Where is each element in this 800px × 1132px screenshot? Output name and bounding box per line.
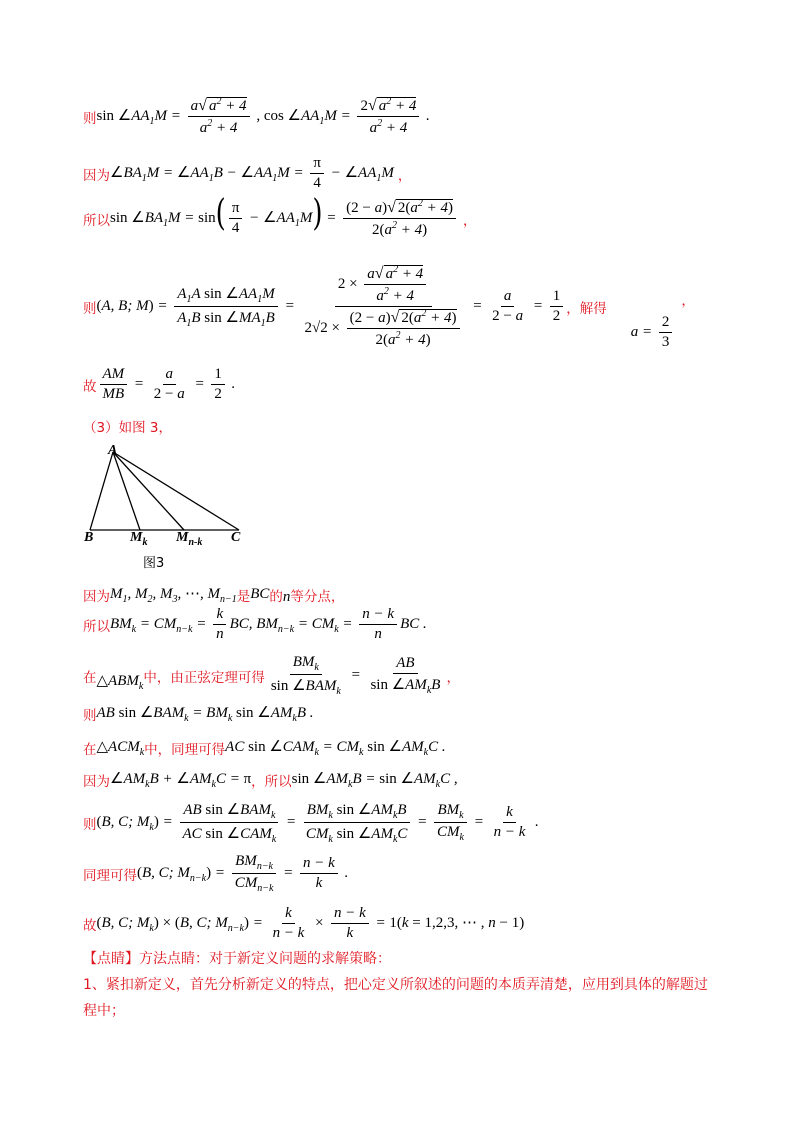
text-prefix: 则 xyxy=(83,816,97,833)
text-prefix: 所以 xyxy=(83,618,110,635)
part-3-heading xyxy=(83,416,172,436)
math-expression: $\angle BA_1M$ = $\angle AA_1B$ − $\angle AA_1M$ = $\frac{\pi}{4}$ − $\angle AA_1M$ xyxy=(110,155,394,191)
math-expression: $BM_k = CM_{n-k}$ = $\frac{k}{n}$ BC, $BM_{n-k} = CM_k$ = $\frac{n - k}{n}$ BC . xyxy=(110,606,427,642)
text-prefix: 则 xyxy=(83,300,97,317)
equation-line-13 xyxy=(83,853,348,894)
math-expression: $\sin \angle AA_1M$ = $\frac{a√ a^2 + 4}{a^2 + 4}$ , $\cos \angle AA_1M$ = $\frac{2√ a^2 + 4}{a^2 + 4}$ . xyxy=(96,96,430,136)
equation-line-1 xyxy=(83,96,430,137)
equation-line-10 xyxy=(83,737,446,758)
part-3-label: （3）如图 3， xyxy=(83,420,172,436)
text-mid: 的 xyxy=(269,588,283,605)
math-expression: (B, C; $M_k) \times (B$, C; $M_{n-k}$) = $\frac{k}{n - k}$ × $\frac{n - k}{k}$ = 1(k = 1,2,3, ⋯ , n − 1) xyxy=(96,905,525,941)
text-suffix: 等分点， xyxy=(290,588,345,605)
math-expression: AB $\sin \angle BAM_k = BM_k$ $\sin \angle AM_kB$ . xyxy=(96,705,314,724)
equation-line-2: 因为 $\angle BA_1M$ = $\angle AA_1B$ − $\angle AA_1M$ = $\frac{\pi}{4}$ − $\angle AA_1M$ ， xyxy=(83,155,412,191)
equation-line-8: 在 $\triangle ABM_k$ 中，由正弦定理可得 $\frac{BM_k}{\sin \angle BAM_k}$ = $\frac{AB}{\sin \angle AM_kB}$ ， xyxy=(83,654,460,697)
math-expression: $\angle AM_kB$ + $\angle AM_kC = \pi$ xyxy=(110,771,252,790)
text-mid: 是 xyxy=(236,588,251,605)
point-label-mk: $M_k$ xyxy=(130,530,148,548)
tip-line-2 xyxy=(83,1000,125,1020)
point-label-mnk: $M_{n-k}$ xyxy=(176,530,203,548)
math-expression: (B, C; $M_k$) = $\frac{AB \sin \angle BAM_k}{AC \sin \angle CAM_k}$ = $\frac{BM_k \sin \angle AM_kB}{CM_k \sin \angle AM_kC}$ = $\frac{BM_k}{CM_k}$ = $\frac{k}{n - k}$ . xyxy=(96,802,539,845)
vertex-label-c: C xyxy=(231,530,241,545)
math-expression: AC $\sin \angle CAM_k = CM_k$ $\sin \angle AM_kC$ . xyxy=(225,739,446,758)
math-expression: (B, C; $M_{n-k}$) = $\frac{BM_{n-k}}{CM_{n-k}}$ = $\frac{n - k}{k}$ . xyxy=(137,853,349,894)
text-prefix: 则 xyxy=(83,110,97,127)
equation-line-9 xyxy=(83,703,314,724)
text-prefix: 因为 xyxy=(83,773,110,790)
text-solve: ，解得 xyxy=(566,300,607,317)
figure-caption: 图3 xyxy=(143,556,165,571)
equation-line-4: 则 (A, B; M) = $\frac{A_1A \sin \angle AA_1M}{A_1B \sin \angle MA_1B}$ = 2 × $\frac{a√ a^2 + 4}{a^2 + 4}$ 2√2 × $\frac{(2 - a)√ 2(a^2 + 4)}{2(a^2 + 4)}$ = $\frac{a}{2 - a}$ = $\frac{1}{2}$ ，解得 a = $\frac{2}{3}$ ， xyxy=(83,264,695,350)
equation-line-12 xyxy=(83,800,539,845)
math-expression: $\sin \angle AM_kB = \sin$ $\angle AM_kC$ , xyxy=(291,771,458,790)
math-expression: $M_1$, $M_2$, $M_3$, ⋯, $M_{n-1}$ xyxy=(110,586,237,605)
text-mid: ，所以 xyxy=(251,773,292,790)
math-expression: $\frac{AM}{MB}$ = $\frac{a}{2 - a}$ = $\frac{1}{2}$ . xyxy=(97,366,236,403)
text-prefix: 则 xyxy=(83,707,97,724)
text-mid: 中，由正弦定理可得 xyxy=(143,669,265,686)
math-expression: $\triangle ACM_k$ xyxy=(96,739,145,758)
tip-line-2-text: 程中； xyxy=(83,1003,125,1019)
math-expression: $\frac{BM_k}{\sin \angle BAM_k}$ = $\frac{AB}{\sin \angle AM_kB}$ xyxy=(270,654,441,697)
text-prefix: 故 xyxy=(83,917,97,934)
math-expression: BC xyxy=(250,586,270,602)
vertex-label-a: A xyxy=(108,443,118,458)
math-expression: (A, B; M) = $\frac{A_1A \sin \angle AA_1M}{A_1B \sin \angle MA_1B}$ = 2 × $\frac{a√ a^2 + 4}{a^2 + 4}$ 2√2 × $\frac{(2 - a)√ 2(a^2 + 4)}{2(a^2 + 4)}$ = $\frac{a}{2 - a}$ = $\frac{1}{2}$ xyxy=(97,264,567,349)
text-mid: 中，同理可得 xyxy=(144,741,226,758)
tip-heading-text: 【点睛】方法点睛：对于新定义问题的求解策略： xyxy=(83,951,391,967)
text-prefix: 因为 xyxy=(83,167,110,184)
tip-line-1-text: 1、紧扣新定义，首先分析新定义的特点，把心定义所叙述的问题的本质弄清楚，应用到具体的解题过 xyxy=(83,977,708,993)
equation-line-6 xyxy=(83,584,344,605)
equation-line-11 xyxy=(83,769,458,790)
math-expression: n xyxy=(282,589,291,605)
vertex-label-b: B xyxy=(84,530,94,545)
text-prefix: 在 xyxy=(83,741,97,758)
text-prefix: 所以 xyxy=(83,212,110,229)
equation-line-3: 所以 $\sin \angle BA_1M = \sin$( $\frac{\pi}{4}$ − $\angle AA_1M$) = $\frac{(2 - a)√ 2(a^2 + 4)}{2(a^2 + 4)}$ ， xyxy=(83,192,477,238)
text-prefix: 故 xyxy=(83,378,97,395)
equation-line-5 xyxy=(83,366,235,403)
text-prefix: 在 xyxy=(83,669,97,686)
equation-line-7 xyxy=(83,606,427,643)
equation-line-14 xyxy=(83,905,524,942)
text-prefix: 因为 xyxy=(83,588,110,605)
tip-heading xyxy=(83,948,391,968)
math-expression: a = $\frac{2}{3}$ xyxy=(631,314,676,351)
math-expression: $\triangle ABM_k$ xyxy=(96,673,144,692)
math-expression: $\sin \angle BA_1M = \sin$( $\frac{\pi}{4}$ − $\angle AA_1M$) = $\frac{(2 - a)√ 2(a^2 + 4)}{2(a^2 + 4)}$ xyxy=(110,198,459,239)
text-prefix: 同理可得 xyxy=(83,867,137,884)
tip-line-1 xyxy=(83,974,708,994)
